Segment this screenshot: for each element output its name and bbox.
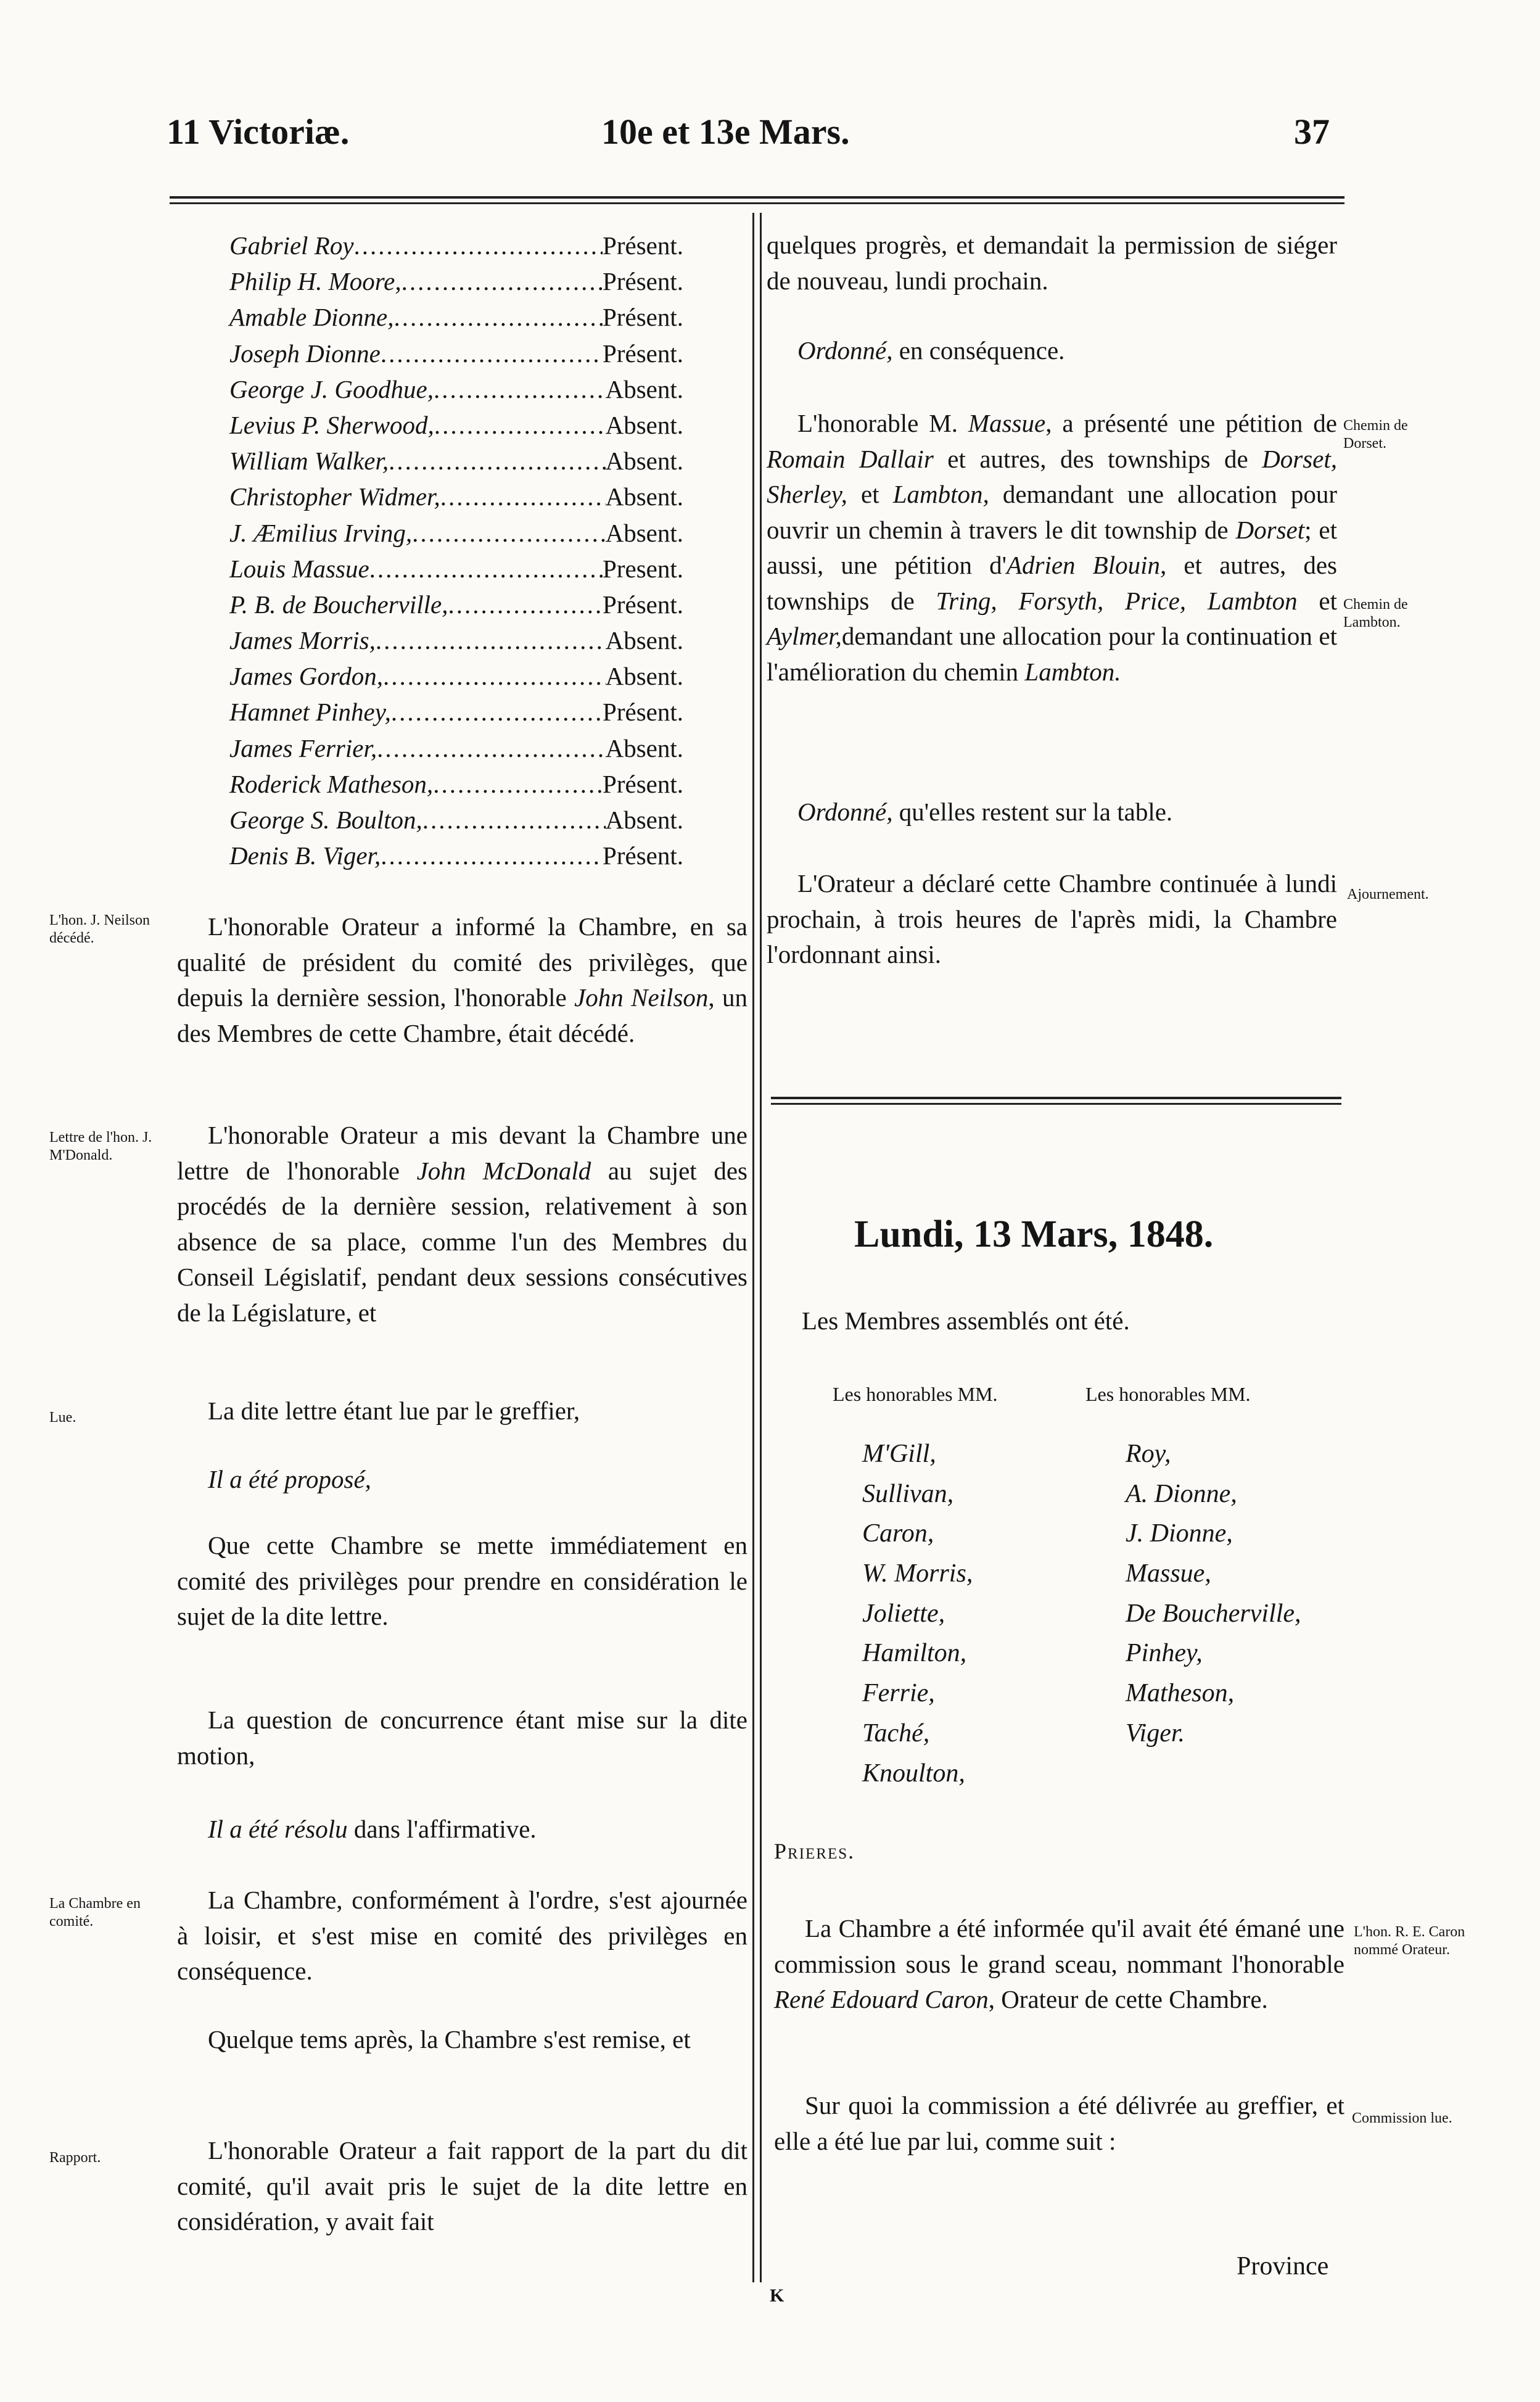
section-rule-bottom [771, 1103, 1341, 1105]
member-name: Hamilton, [862, 1639, 967, 1668]
attendance-row: Levius P. Sherwood, ..... Absent. [229, 407, 683, 443]
attendance-row: P. B. de Boucherville, ..... Présent. [229, 587, 683, 622]
margin-note-rapport: Rapport. [49, 2150, 101, 2166]
members-column-2 [1126, 1434, 1301, 1754]
paragraph-que: Que cette Chambre se mette immédiatement en comité des privilèges pour prendre en considération le sujet de la dite lettre. [177, 1531, 747, 1630]
member-name: Ferrie, [862, 1679, 935, 1708]
paragraph-commission: Sur quoi la commission a été délivrée au greffier, et elle a été lue par lui, comme suit : [774, 2091, 1344, 2155]
attendance-row: Roderick Matheson, ..... Présent. [229, 766, 683, 802]
attendance-row: George J. Goodhue, ..... Absent. [229, 371, 683, 407]
paragraph-caron: La Chambre a été informée qu'il avait été émané une commission sous le grand sceau, nommant l'honorable René Edouard Caron, Orateur de cette Chambre. [774, 1914, 1344, 2013]
header-rule-bottom [170, 202, 1344, 204]
margin-note-commission: Commission lue. [1352, 2110, 1452, 2126]
member-name: Roy, [1126, 1440, 1171, 1468]
paragraph-rapport: L'honorable Orateur a fait rapport de la part du dit comité, qu'il avait pris le sujet de la dite lettre en considération, y avait fait [177, 2136, 747, 2235]
column-divider [752, 213, 754, 2282]
paragraph-massue: L'honorable M. Massue, a présenté une pétition de Romain Dallair et autres, des townships de Dorset, Sherley, et Lambton, demandant une allocation pour ouvrir un chemin à travers le dit township de Dorset; et aussi, une pétition d'Adrien Blouin, et autres, des townships de Tring, Forsyth, Price, Lambton et Aylmer,demandant une allocation pour la continuation et l'amélioration du chemin Lambton. [767, 409, 1338, 686]
paragraph-progres: quelques progrès, et demandait la permission de siéger de nouveau, lundi prochain. [767, 231, 1337, 295]
attendance-row: George S. Boulton, ..... Absent. [229, 802, 683, 838]
paragraph-quelque: Quelque tems après, la Chambre s'est remise, et [208, 2025, 691, 2053]
attendance-row: Joseph Dionne ..... Présent. [229, 336, 683, 371]
member-name: J. Dionne, [1126, 1519, 1233, 1548]
attendance-list [229, 228, 683, 873]
paragraph-comite: La Chambre, conformément à l'ordre, s'est ajournée à loisir, et s'est mise en comité des privilèges en conséquence. [177, 1886, 747, 1985]
attendance-row: James Gordon, ..... Absent. [229, 658, 683, 694]
attendance-row: Louis Massue ..... Present. [229, 551, 683, 587]
signature-mark: K [770, 2285, 784, 2306]
attendance-row: James Ferrier, ..... Absent. [229, 730, 683, 766]
header-rule-top [170, 196, 1344, 199]
member-name: Caron, [862, 1519, 934, 1548]
margin-note-lue: Lue. [49, 1409, 76, 1426]
section-rule-top [771, 1097, 1341, 1099]
paragraph-ordonne-2: Ordonné, qu'elles restent sur la table. [797, 798, 1173, 826]
attendance-row: Denis B. Viger, ..... Présent. [229, 838, 683, 873]
member-name: M'Gill, [862, 1440, 936, 1468]
members-header-2: Les honorables MM. [1085, 1383, 1251, 1405]
members-column-1 [862, 1434, 973, 1793]
paragraph-question: La question de concurrence étant mise sur la dite motion, [177, 1706, 747, 1770]
member-name: Matheson, [1126, 1679, 1235, 1708]
member-name: Knoulton, [862, 1759, 965, 1788]
header-left: 11 Victoriæ. [167, 112, 350, 152]
paragraph-lue: La dite lettre étant lue par le greffier, [208, 1397, 580, 1425]
paragraph-propose: Il a été proposé, [208, 1465, 371, 1493]
member-name: Sullivan, [862, 1479, 954, 1508]
attendance-row: Christopher Widmer, ..... Absent. [229, 479, 683, 514]
attendance-row: Gabriel Roy ..... Présent. [229, 228, 683, 263]
member-name: Viger. [1126, 1719, 1185, 1748]
margin-note-ajournement: Ajournement. [1347, 886, 1429, 902]
attendance-row: Amable Dionne, ..... Présent. [229, 299, 683, 335]
prieres-heading: Prieres. [774, 1839, 855, 1863]
attendance-row: J. Æmilius Irving, ..... Absent. [229, 515, 683, 551]
margin-note-lettre: Lettre de l'hon. J. M'Donald. [49, 1129, 152, 1163]
member-name: Pinhey, [1126, 1639, 1203, 1668]
margin-note-dorset: Chemin de Dorset. [1343, 418, 1408, 452]
paragraph-ordonne-1: Ordonné, en conséquence. [797, 336, 1065, 365]
member-name: A. Dionne, [1126, 1479, 1237, 1508]
paragraph-ajournement: L'Orateur a déclaré cette Chambre continuée à lundi prochain, à trois heures de l'après midi, la Chambre l'ordonnant ainsi. [767, 869, 1337, 968]
header-center: 10e et 13e Mars. [601, 112, 850, 152]
paragraph-membres: Les Membres assemblés ont été. [802, 1306, 1130, 1335]
members-header-1: Les honorables MM. [833, 1383, 998, 1405]
attendance-row: Philip H. Moore, ..... Présent. [229, 263, 683, 299]
page-number: 37 [1294, 112, 1330, 152]
attendance-row: Hamnet Pinhey, ..... Présent. [229, 694, 683, 730]
margin-note-lambton: Chemin de Lambton. [1343, 596, 1408, 630]
attendance-row: James Morris, ..... Absent. [229, 622, 683, 658]
catchword: Province [1237, 2252, 1329, 2280]
paragraph-lettre: L'honorable Orateur a mis devant la Chambre une lettre de l'honorable John McDonald au sujet des procédés de la dernière session, relativement à son absence de sa place, comme l'un des Membres du Conseil Législatif, pendant deux sessions consécutives de la Législature, et [177, 1121, 747, 1327]
attendance-row: William Walker, ..... Absent. [229, 443, 683, 479]
margin-note-comite: La Chambre en comité. [49, 1896, 141, 1929]
member-name: Massue, [1126, 1559, 1211, 1588]
day-title: Lundi, 13 Mars, 1848. [854, 1213, 1214, 1255]
paragraph-resolu: Il a été résolu dans l'affirmative. [208, 1815, 537, 1843]
member-name: W. Morris, [862, 1559, 973, 1588]
margin-note-caron: L'hon. R. E. Caron nommé Orateur. [1354, 1924, 1465, 1958]
margin-note-neilson: L'hon. J. Neilson décédé. [49, 912, 150, 946]
member-name: Taché, [862, 1719, 930, 1748]
paragraph-neilson: L'honorable Orateur a informé la Chambre, en sa qualité de président du comité des privilèges, que depuis la dernière session, l'honorable John Neilson, un des Membres de cette Chambre, était décédé. [177, 912, 747, 1047]
column-divider-inner [760, 213, 762, 2282]
member-name: De Boucherville, [1126, 1599, 1301, 1628]
member-name: Joliette, [862, 1599, 945, 1628]
